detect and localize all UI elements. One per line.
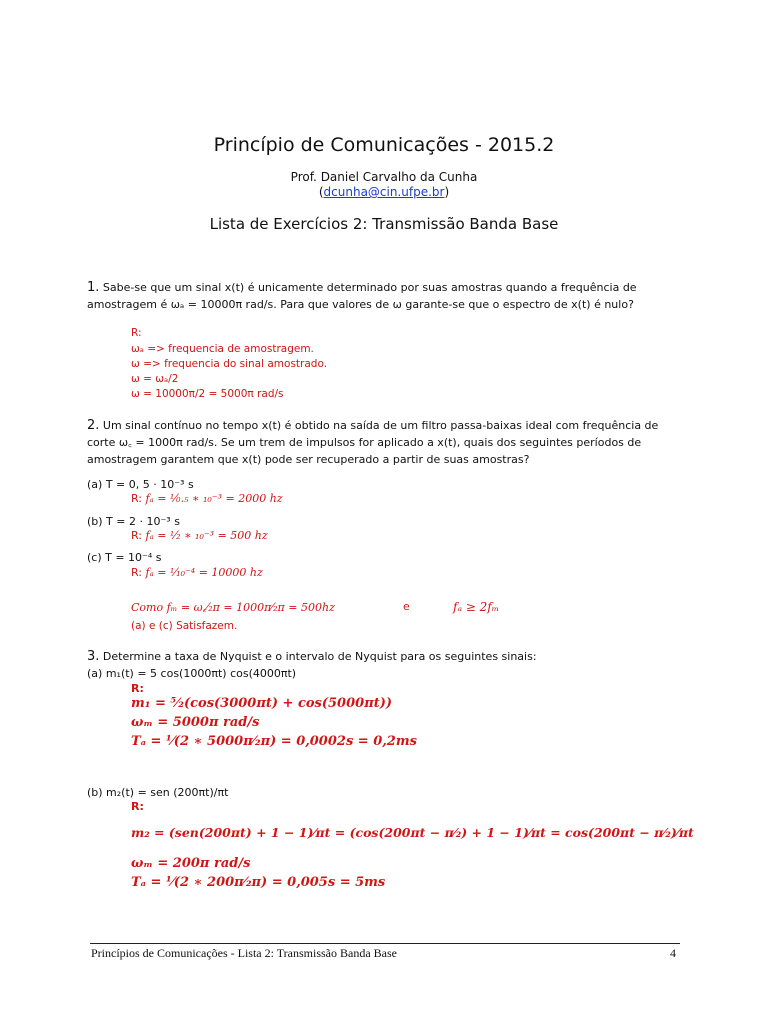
- page-title: Princípio de Comunicações - 2015.2: [213, 134, 555, 156]
- q3-a-ta: Tₐ = ¹⁄(2 ∗ 5000π⁄₂π) = 0,0002s = 0,2ms: [131, 734, 417, 749]
- q1-answer-r: R:: [131, 327, 142, 339]
- q2-option-b: (b) T = 2 · 10⁻³ s: [87, 515, 180, 528]
- professor-name: Prof. Daniel Carvalho da Cunha: [290, 170, 478, 184]
- q2-como-line: [131, 600, 335, 615]
- q2-condition: fₐ ≥ 2fₘ: [453, 600, 500, 614]
- q2-number: 2.: [87, 418, 100, 433]
- q1-answer-line3: ω = ωₐ/2: [131, 373, 179, 385]
- q1-answer-line2: ω => frequencia do sinal amostrado.: [131, 358, 328, 370]
- q2-conclusion: (a) e (c) Satisfazem.: [131, 620, 238, 632]
- q2-answer-a-math: fₐ = ¹⁄₀.₅ ∗ ₁₀⁻³ = 2000 hz: [145, 492, 283, 505]
- footer-title: Princípios de Comunicações - Lista 2: Transmissão Banda Base: [91, 946, 397, 960]
- q1-answer-line1: ωₐ => frequencia de amostragem.: [131, 343, 314, 355]
- q2-answer-b-prefix: R:: [131, 529, 146, 542]
- q3-line1: [87, 648, 537, 665]
- q3-a-wm: ωₘ = 5000π rad/s: [131, 715, 260, 730]
- professor-email: [0, 185, 768, 199]
- email-link[interactable]: dcunha@cin.ufpe.br: [323, 185, 445, 199]
- email-open-paren: (: [318, 185, 324, 199]
- q1-text-line1: Sabe-se que um sinal x(t) é unicamente determinado por suas amostras quando a frequência de: [99, 281, 637, 294]
- q2-option-c: (c) T = 10⁻⁴ s: [87, 551, 162, 564]
- q2-answer-c-prefix: R:: [131, 566, 146, 579]
- footer-rule: [90, 943, 680, 944]
- q2-text-line2: corte ω꜀ = 1000π rad/s. Se um trem de impulsos for aplicado a x(t), quais dos seguintes períodos de: [87, 436, 642, 449]
- q3-option-a: (a) m₁(t) = 5 cos(1000πt) cos(4000πt): [87, 667, 297, 680]
- q2-text-line1: Um sinal contínuo no tempo x(t) é obtido na saída de um filtro passa-baixas ideal com frequência de: [99, 419, 659, 432]
- q2-text-line3: amostragem garantem que x(t) pode ser recuperado a partir de suas amostras?: [87, 453, 530, 466]
- q3-b-wm: ωₘ = 200π rad/s: [131, 856, 251, 871]
- q2-answer-a-prefix: R:: [131, 492, 146, 505]
- q3-a-m1: m₁ = ⁵⁄₂(cos(3000πt) + cos(5000πt)): [131, 696, 393, 711]
- q3-b-m2: m₂ = (sen(200πt) + 1 − 1)⁄πt = (cos(200πt − π⁄₂) + 1 − 1)⁄πt = cos(200πt − π⁄₂)⁄πt: [131, 825, 694, 840]
- q2-answer-a: [131, 492, 283, 505]
- q1-answer-line4: ω = 10000π/2 = 5000π rad/s: [131, 388, 284, 400]
- q2-e-connector: e: [403, 600, 410, 613]
- q3-option-b: (b) m₂(t) = sen (200πt)/πt: [87, 786, 229, 799]
- q3-b-ta: Tₐ = ¹⁄(2 ∗ 200π⁄₂π) = 0,005s = 5ms: [131, 875, 386, 890]
- q1-line1: [87, 279, 637, 296]
- q3-a-r: R:: [131, 682, 144, 695]
- q3-number: 3.: [87, 649, 100, 664]
- q1-number: 1.: [87, 280, 100, 295]
- email-close-paren: ): [444, 185, 450, 199]
- footer-page-number: 4: [670, 946, 676, 960]
- q2-answer-c-math: fₐ = ¹⁄₁₀⁻⁴ = 10000 hz: [145, 566, 263, 579]
- q3-text-line1: Determine a taxa de Nyquist e o intervalo de Nyquist para os seguintes sinais:: [99, 650, 537, 663]
- q2-option-a: (a) T = 0, 5 · 10⁻³ s: [87, 478, 194, 491]
- q3-b-r: R:: [131, 800, 144, 813]
- q2-answer-b-math: fₐ = ¹⁄₂ ∗ ₁₀⁻³ = 500 hz: [145, 529, 268, 542]
- q2-answer-c: [131, 566, 263, 579]
- q2-como-math: Como fₘ = ω꜀⁄₂π = 1000π⁄₂π = 500hz: [131, 601, 335, 614]
- list-subtitle: Lista de Exercícios 2: Transmissão Banda Base: [209, 215, 559, 233]
- q1-text-line2: amostragem é ωₐ = 10000π rad/s. Para que valores de ω garante-se que o espectro de x(t) é nulo?: [87, 298, 634, 311]
- q2-line1: [87, 417, 658, 434]
- q2-answer-b: [131, 529, 268, 542]
